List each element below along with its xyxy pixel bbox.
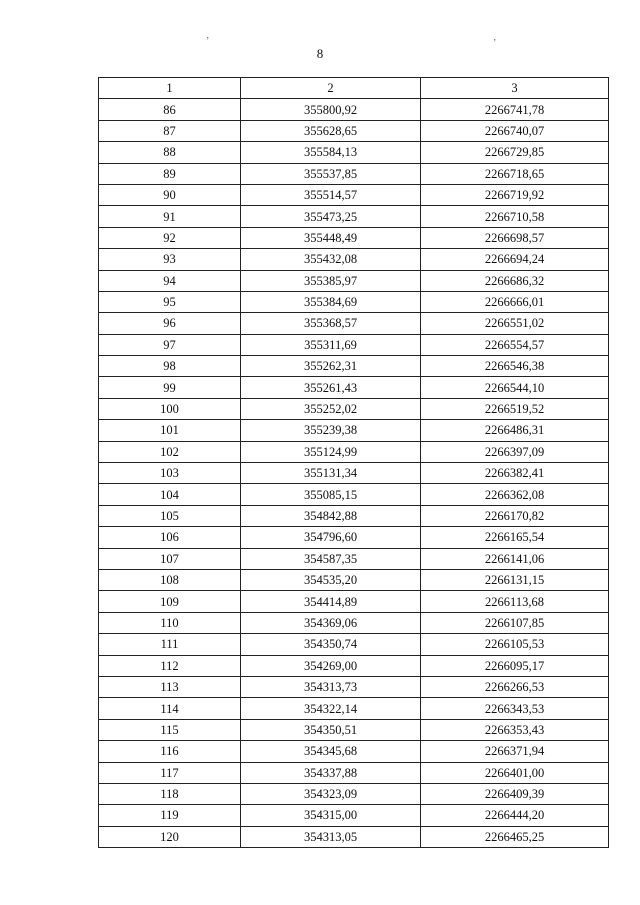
y-coordinate-cell: 2266666,01 bbox=[421, 291, 609, 312]
point-number-cell: 116 bbox=[99, 741, 241, 762]
table-row bbox=[99, 676, 609, 697]
table-row bbox=[99, 762, 609, 783]
x-coordinate-cell: 355628,65 bbox=[241, 120, 421, 141]
point-number-cell: 101 bbox=[99, 420, 241, 441]
coordinates-table bbox=[98, 77, 609, 848]
table-row bbox=[99, 356, 609, 377]
column-header: 2 bbox=[241, 78, 421, 99]
point-number-cell: 90 bbox=[99, 184, 241, 205]
x-coordinate-cell: 354796,60 bbox=[241, 527, 421, 548]
x-coordinate-cell: 355124,99 bbox=[241, 441, 421, 462]
table-row bbox=[99, 741, 609, 762]
table-row bbox=[99, 826, 609, 847]
y-coordinate-cell: 2266486,31 bbox=[421, 420, 609, 441]
point-number-cell: 113 bbox=[99, 676, 241, 697]
x-coordinate-cell: 355514,57 bbox=[241, 184, 421, 205]
point-number-cell: 104 bbox=[99, 484, 241, 505]
x-coordinate-cell: 354269,00 bbox=[241, 655, 421, 676]
table-row bbox=[99, 163, 609, 184]
x-coordinate-cell: 355473,25 bbox=[241, 206, 421, 227]
table-body bbox=[99, 99, 609, 848]
y-coordinate-cell: 2266698,57 bbox=[421, 227, 609, 248]
y-coordinate-cell: 2266554,57 bbox=[421, 334, 609, 355]
point-number-cell: 106 bbox=[99, 527, 241, 548]
point-number-cell: 114 bbox=[99, 698, 241, 719]
table-row bbox=[99, 313, 609, 334]
point-number-cell: 112 bbox=[99, 655, 241, 676]
x-coordinate-cell: 354414,89 bbox=[241, 591, 421, 612]
point-number-cell: 110 bbox=[99, 612, 241, 633]
table-row bbox=[99, 334, 609, 355]
point-number-cell: 91 bbox=[99, 206, 241, 227]
point-number-cell: 115 bbox=[99, 719, 241, 740]
point-number-cell: 105 bbox=[99, 505, 241, 526]
y-coordinate-cell: 2266141,06 bbox=[421, 548, 609, 569]
point-number-cell: 118 bbox=[99, 783, 241, 804]
table-row bbox=[99, 206, 609, 227]
x-coordinate-cell: 354587,35 bbox=[241, 548, 421, 569]
point-number-cell: 107 bbox=[99, 548, 241, 569]
point-number-cell: 89 bbox=[99, 163, 241, 184]
table-row bbox=[99, 463, 609, 484]
table-row bbox=[99, 484, 609, 505]
table-row bbox=[99, 420, 609, 441]
x-coordinate-cell: 354345,68 bbox=[241, 741, 421, 762]
x-coordinate-cell: 355131,34 bbox=[241, 463, 421, 484]
table-row bbox=[99, 120, 609, 141]
table-row bbox=[99, 805, 609, 826]
y-coordinate-cell: 2266544,10 bbox=[421, 377, 609, 398]
point-number-cell: 93 bbox=[99, 249, 241, 270]
x-coordinate-cell: 354535,20 bbox=[241, 569, 421, 590]
y-coordinate-cell: 2266686,32 bbox=[421, 270, 609, 291]
x-coordinate-cell: 355448,49 bbox=[241, 227, 421, 248]
point-number-cell: 94 bbox=[99, 270, 241, 291]
point-number-cell: 97 bbox=[99, 334, 241, 355]
table-row bbox=[99, 612, 609, 633]
table-row bbox=[99, 270, 609, 291]
table-row bbox=[99, 527, 609, 548]
y-coordinate-cell: 2266397,09 bbox=[421, 441, 609, 462]
y-coordinate-cell: 2266729,85 bbox=[421, 142, 609, 163]
x-coordinate-cell: 354350,51 bbox=[241, 719, 421, 740]
y-coordinate-cell: 2266266,53 bbox=[421, 676, 609, 697]
y-coordinate-cell: 2266353,43 bbox=[421, 719, 609, 740]
y-coordinate-cell: 2266719,92 bbox=[421, 184, 609, 205]
table-row bbox=[99, 505, 609, 526]
y-coordinate-cell: 2266519,52 bbox=[421, 398, 609, 419]
point-number-cell: 111 bbox=[99, 634, 241, 655]
y-coordinate-cell: 2266401,00 bbox=[421, 762, 609, 783]
table-row bbox=[99, 655, 609, 676]
point-number-cell: 102 bbox=[99, 441, 241, 462]
y-coordinate-cell: 2266710,58 bbox=[421, 206, 609, 227]
x-coordinate-cell: 355432,08 bbox=[241, 249, 421, 270]
table-row bbox=[99, 783, 609, 804]
table-row bbox=[99, 591, 609, 612]
x-coordinate-cell: 354842,88 bbox=[241, 505, 421, 526]
x-coordinate-cell: 355384,69 bbox=[241, 291, 421, 312]
y-coordinate-cell: 2266107,85 bbox=[421, 612, 609, 633]
y-coordinate-cell: 2266546,38 bbox=[421, 356, 609, 377]
y-coordinate-cell: 2266409,39 bbox=[421, 783, 609, 804]
y-coordinate-cell: 2266382,41 bbox=[421, 463, 609, 484]
x-coordinate-cell: 354369,06 bbox=[241, 612, 421, 633]
x-coordinate-cell: 354313,05 bbox=[241, 826, 421, 847]
point-number-cell: 108 bbox=[99, 569, 241, 590]
table-row bbox=[99, 99, 609, 120]
x-coordinate-cell: 355311,69 bbox=[241, 334, 421, 355]
x-coordinate-cell: 354323,09 bbox=[241, 783, 421, 804]
table-row bbox=[99, 291, 609, 312]
y-coordinate-cell: 2266741,78 bbox=[421, 99, 609, 120]
point-number-cell: 109 bbox=[99, 591, 241, 612]
point-number-cell: 86 bbox=[99, 99, 241, 120]
column-header: 3 bbox=[421, 78, 609, 99]
x-coordinate-cell: 355800,92 bbox=[241, 99, 421, 120]
x-coordinate-cell: 354337,88 bbox=[241, 762, 421, 783]
y-coordinate-cell: 2266718,65 bbox=[421, 163, 609, 184]
scan-mark: ʼ bbox=[206, 36, 210, 47]
point-number-cell: 92 bbox=[99, 227, 241, 248]
x-coordinate-cell: 355584,13 bbox=[241, 142, 421, 163]
y-coordinate-cell: 2266165,54 bbox=[421, 527, 609, 548]
table-row bbox=[99, 249, 609, 270]
y-coordinate-cell: 2266740,07 bbox=[421, 120, 609, 141]
point-number-cell: 119 bbox=[99, 805, 241, 826]
point-number-cell: 98 bbox=[99, 356, 241, 377]
y-coordinate-cell: 2266105,53 bbox=[421, 634, 609, 655]
scan-mark: ʼ bbox=[493, 38, 497, 49]
y-coordinate-cell: 2266343,53 bbox=[421, 698, 609, 719]
x-coordinate-cell: 355262,31 bbox=[241, 356, 421, 377]
y-coordinate-cell: 2266465,25 bbox=[421, 826, 609, 847]
x-coordinate-cell: 354313,73 bbox=[241, 676, 421, 697]
table-row bbox=[99, 719, 609, 740]
y-coordinate-cell: 2266694,24 bbox=[421, 249, 609, 270]
table-row bbox=[99, 184, 609, 205]
point-number-cell: 95 bbox=[99, 291, 241, 312]
x-coordinate-cell: 355085,15 bbox=[241, 484, 421, 505]
table-row bbox=[99, 398, 609, 419]
y-coordinate-cell: 2266131,15 bbox=[421, 569, 609, 590]
table-row bbox=[99, 698, 609, 719]
y-coordinate-cell: 2266113,68 bbox=[421, 591, 609, 612]
table-row bbox=[99, 142, 609, 163]
column-header: 1 bbox=[99, 78, 241, 99]
x-coordinate-cell: 355261,43 bbox=[241, 377, 421, 398]
table-row bbox=[99, 227, 609, 248]
y-coordinate-cell: 2266170,82 bbox=[421, 505, 609, 526]
table-row bbox=[99, 569, 609, 590]
point-number-cell: 96 bbox=[99, 313, 241, 334]
y-coordinate-cell: 2266095,17 bbox=[421, 655, 609, 676]
table-row bbox=[99, 441, 609, 462]
table-row bbox=[99, 634, 609, 655]
x-coordinate-cell: 354350,74 bbox=[241, 634, 421, 655]
y-coordinate-cell: 2266551,02 bbox=[421, 313, 609, 334]
x-coordinate-cell: 354322,14 bbox=[241, 698, 421, 719]
x-coordinate-cell: 355239,38 bbox=[241, 420, 421, 441]
point-number-cell: 87 bbox=[99, 120, 241, 141]
page-number: 8 bbox=[316, 46, 324, 61]
y-coordinate-cell: 2266362,08 bbox=[421, 484, 609, 505]
table-header-row bbox=[99, 78, 609, 99]
point-number-cell: 117 bbox=[99, 762, 241, 783]
table-row bbox=[99, 548, 609, 569]
point-number-cell: 99 bbox=[99, 377, 241, 398]
point-number-cell: 103 bbox=[99, 463, 241, 484]
point-number-cell: 100 bbox=[99, 398, 241, 419]
y-coordinate-cell: 2266371,94 bbox=[421, 741, 609, 762]
x-coordinate-cell: 355537,85 bbox=[241, 163, 421, 184]
x-coordinate-cell: 355252,02 bbox=[241, 398, 421, 419]
point-number-cell: 120 bbox=[99, 826, 241, 847]
x-coordinate-cell: 354315,00 bbox=[241, 805, 421, 826]
x-coordinate-cell: 355368,57 bbox=[241, 313, 421, 334]
y-coordinate-cell: 2266444,20 bbox=[421, 805, 609, 826]
table-row bbox=[99, 377, 609, 398]
x-coordinate-cell: 355385,97 bbox=[241, 270, 421, 291]
point-number-cell: 88 bbox=[99, 142, 241, 163]
